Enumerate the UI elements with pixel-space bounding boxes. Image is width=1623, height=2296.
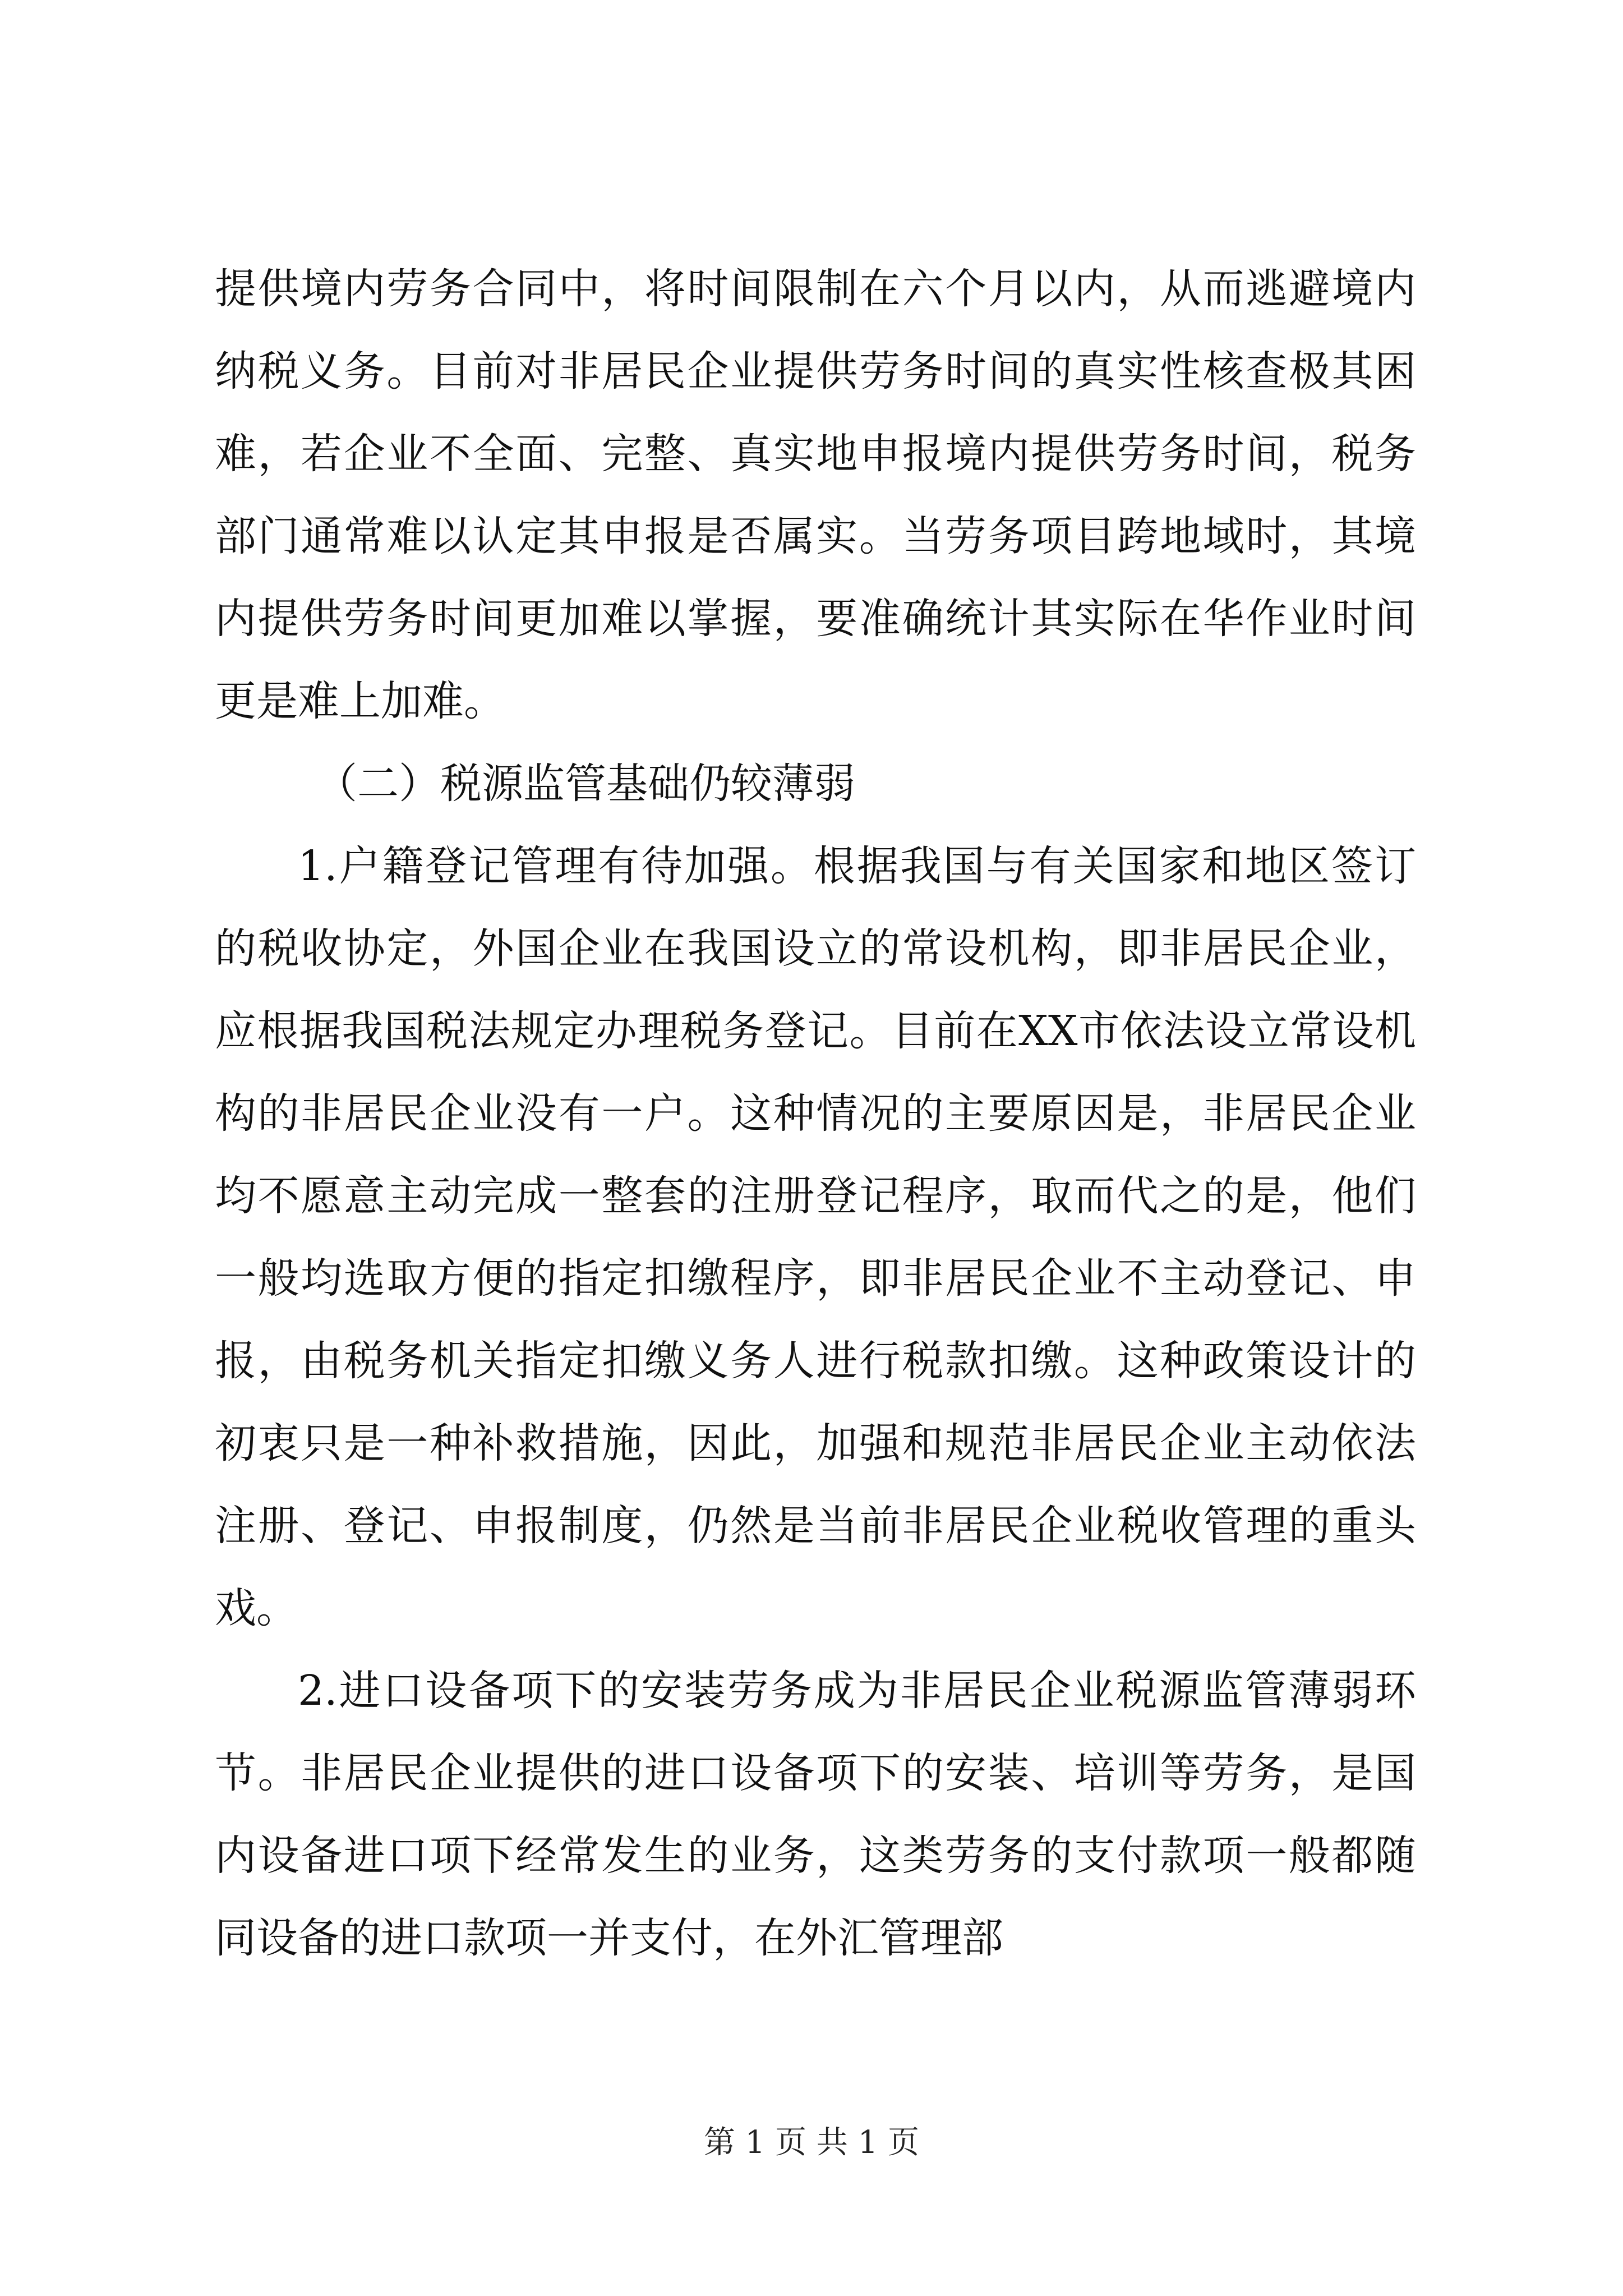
paragraph-continuation: 提供境内劳务合同中，将时间限制在六个月以内，从而逃避境内纳税义务。目前对非居民企业提供劳务时间的真实性核查极其困难，若企业不全面、完整、真实地申报境内提供劳务时间，税务部门通常难以认定其申报是否属实。当劳务项目跨地域时，其境内提供劳务时间更加难以掌握，要准确统计其实际在华作业时间更是难上加难。 (215, 265, 1416, 725)
page-footer: 第 1 页 共 1 页 (703, 2124, 920, 2161)
document-body (215, 248, 1416, 1980)
paragraph-household-registration: 1.户籍登记管理有待加强。根据我国与有关国家和地区签订的税收协定，外国企业在我国设立的常设机构，即非居民企业，应根据我国税法规定办理税务登记。目前在XX市依法设立常设机构的非居民企业没有一户。这种情况的主要原因是，非居民企业均不愿意主动完成一整套的注册登记程序，取而代之的是，他们一般均选取方便的指定扣缴程序，即非居民企业不主动登记、申报，由税务机关指定扣缴义务人进行税款扣缴。这种政策设计的初衷只是一种补救措施，因此，加强和规范非居民企业主动依法注册、登记、申报制度，仍然是当前非居民企业税收管理的重头戏。 (215, 842, 1416, 1632)
section-heading: （二）税源监管基础仍较薄弱 (316, 760, 855, 808)
paragraph-import-equipment: 2.进口设备项下的安装劳务成为非居民企业税源监管薄弱环节。非居民企业提供的进口设备项下的安装、培训等劳务，是国内设备进口项下经常发生的业务，这类劳务的支付款项一般都随同设备的进口款项一并支付，在外汇管理部 (215, 1667, 1416, 1962)
